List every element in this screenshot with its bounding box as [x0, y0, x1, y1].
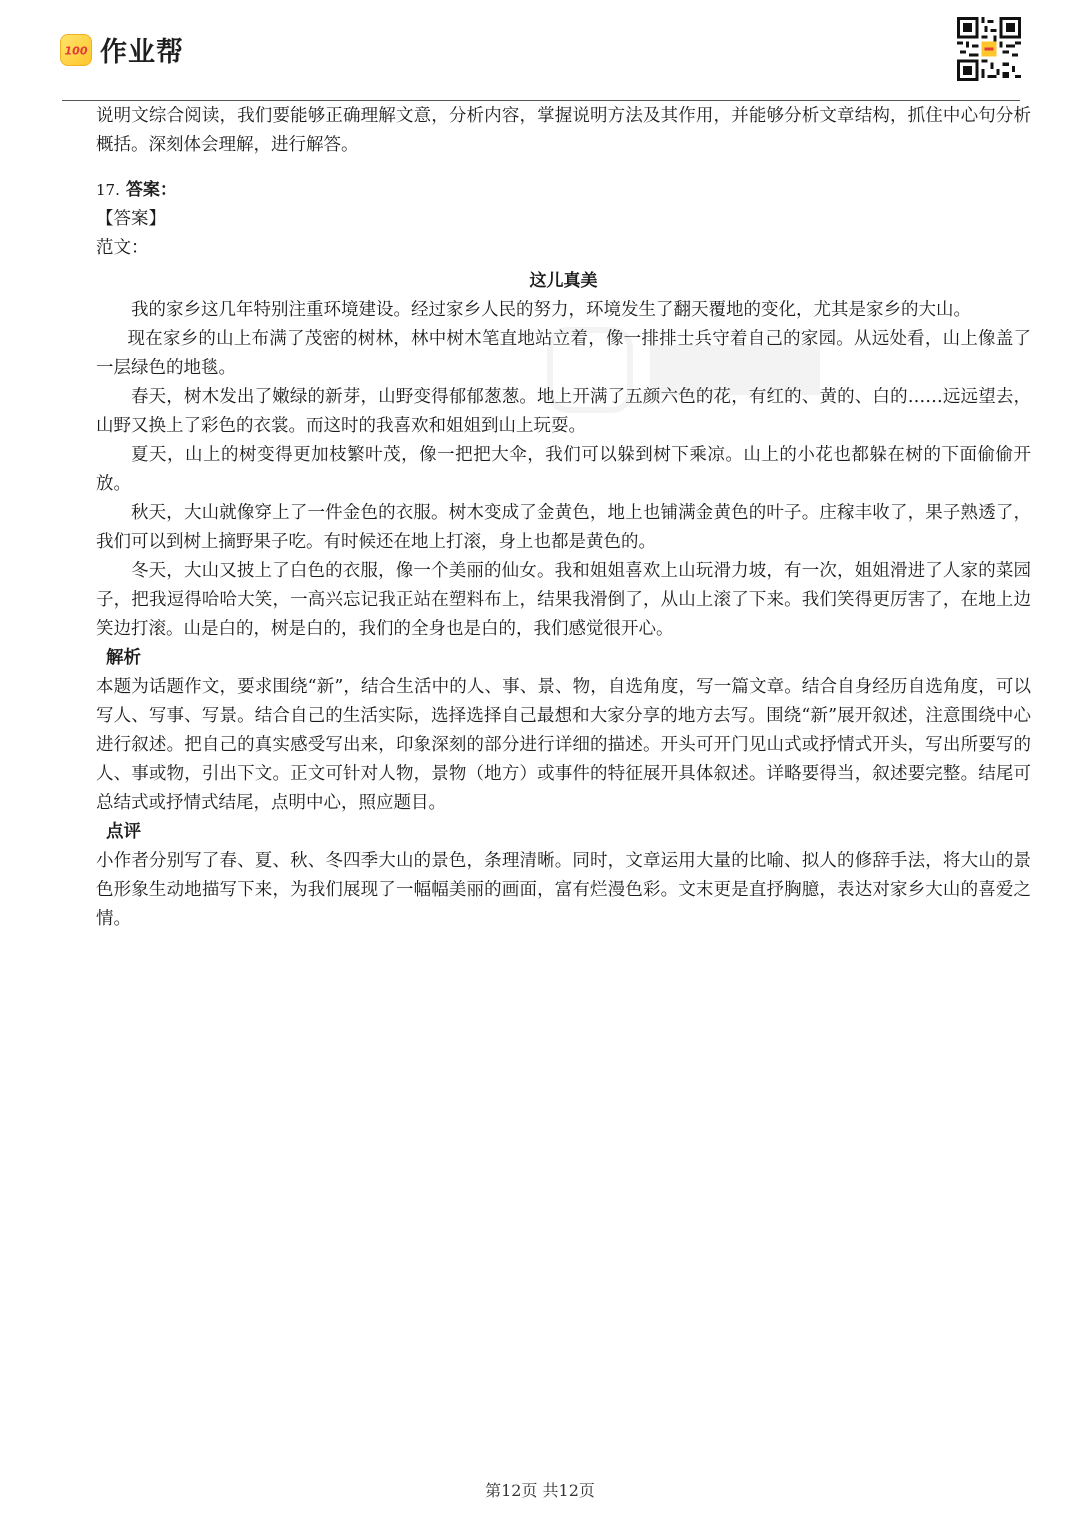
analysis-paragraph: 本题为话题作文，要求围绕“新”，结合生活中的人、事、景、物，自选角度，写一篇文章。结合自身经历自选角度，可以写人、写事、写景。结合自己的生活实际，选择选择自己最想和大家分享的地方去写。围绕“新”展开叙述，注意围绕中心进行叙述。把自己的真实感受写出来，印象深刻的部分进行详细的描述。开头可开门见山式或抒情式开头，写出所要写的人、事或物，引出下文。正文可针对人物，景物（地方）或事件的特征展开具体叙述。详略要得当，叙述要完整。结尾可总结式或抒情式结尾，点明中心，照应题目。	[96, 677, 1031, 813]
review-heading: 点评	[106, 822, 141, 842]
brand-name: 作业帮	[100, 37, 184, 68]
answer-tag: 【答案】	[96, 209, 166, 229]
page-header	[0, 0, 1080, 102]
zuoyebang-logo-icon	[60, 34, 92, 66]
logo-badge-text: 100	[64, 44, 88, 57]
logo-badge-graphic	[63, 43, 89, 57]
essay-paragraph: 现在家乡的山上布满了茂密的树林，林中树木笔直地站立着，像一排排士兵守着自己的家园。从远处看，山上像盖了一层绿色的地毯。	[96, 329, 1031, 378]
intro-paragraph: 说明文综合阅读，我们要能够正确理解文意，分析内容，掌握说明方法及其作用，并能够分析文章结构，抓住中心句分析概括。深刻体会理解，进行解答。	[96, 106, 1031, 155]
question-header	[96, 176, 1031, 205]
essay-paragraph: 冬天，大山又披上了白色的衣服，像一个美丽的仙女。我和姐姐喜欢上山玩滑力坡，有一次，姐姐滑进了人家的菜园子，把我逗得哈哈大笑，一高兴忘记我正站在塑料布上，结果我滑倒了，从山上滚了下来。我们笑得更厉害了，在地上边笑边打滚。山是白的，树是白的，我们的全身也是白的，我们感觉很开心。	[96, 561, 1031, 639]
analysis-heading: 解析	[106, 648, 141, 668]
sample-essay-label: 范文：	[96, 238, 149, 258]
question-answer-label: 答案：	[125, 180, 177, 200]
essay-title: 这儿真美	[529, 271, 598, 291]
essay-paragraph: 秋天，大山就像穿上了一件金色的衣服。树木变成了金黄色，地上也铺满金黄色的叶子。庄稼丰收了，果子熟透了，我们可以到树上摘野果子吃。有时候还在地上打滚，身上也都是黄色的。	[96, 503, 1031, 552]
brand-logo	[60, 30, 184, 69]
essay-paragraph: 我的家乡这几年特别注重环境建设。经过家乡人民的努力，环境发生了翻天覆地的变化，尤其是家乡的大山。	[131, 300, 971, 320]
review-paragraph: 小作者分别写了春、夏、秋、冬四季大山的景色，条理清晰。同时，文章运用大量的比喻、拟人的修辞手法，将大山的景色形象生动地描写下来，为我们展现了一幅幅美丽的画面，富有烂漫色彩。文末更是直抒胸臆，表达对家乡大山的喜爱之情。	[96, 851, 1031, 929]
qr-code-icon	[957, 17, 1021, 81]
page-content	[96, 102, 1031, 934]
essay-paragraph: 春天，树木发出了嫩绿的新芽，山野变得郁郁葱葱。地上开满了五颜六色的花，有红的、黄的、白的……远远望去，山野又换上了彩色的衣裳。而这时的我喜欢和姐姐到山上玩耍。	[96, 387, 1031, 436]
header-divider	[62, 100, 1020, 101]
page-number: 第12页 共12页	[485, 1481, 595, 1500]
essay-paragraph: 夏天，山上的树变得更加枝繁叶茂，像一把把大伞，我们可以躲到树下乘凉。山上的小花也都躲在树的下面偷偷开放。	[96, 445, 1031, 494]
question-number: 17.	[96, 181, 120, 199]
